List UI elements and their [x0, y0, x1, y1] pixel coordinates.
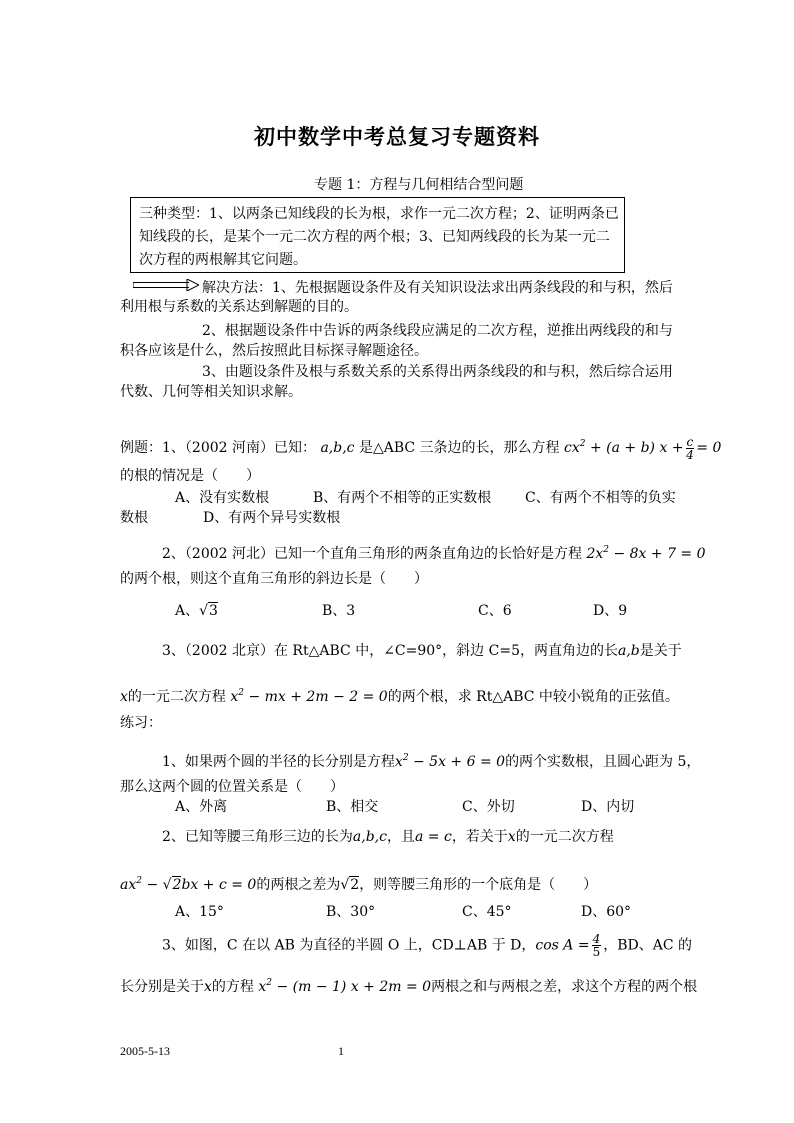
example-1-line-4: 数根	[120, 510, 148, 526]
types-box	[130, 197, 625, 273]
example-2-option-d: D、9	[593, 603, 628, 619]
practice-2-line-1: 2、已知等腰三角形三边的长为a,b,c，且a = c，若关于x的一元二次方程	[162, 829, 614, 845]
example-3-line-1: 3、（2002 北京）在 Rt△ABC 中，∠C=90°，斜边 C=5，两直角边的长a,b是关于	[162, 643, 682, 659]
method-line-2: 利用根与系数的关系达到解题的目的。	[120, 299, 358, 315]
practice-1-option-c: C、外切	[462, 799, 515, 815]
example-1-vars: a,b,c	[320, 440, 355, 456]
practice-label: 练习：	[120, 715, 162, 731]
practice-1-equation: $x^2 - 5x + 6 = 0$	[394, 753, 506, 770]
arrow-right-icon	[133, 279, 199, 291]
example-2-option-c: C、6	[478, 603, 512, 619]
example-1-line-1: 例题：1、（2002 河南）已知： a,b,c 是△ABC 三条边的长，那么方程 $cx^2 + (a + b) x$ + $\frac{c}{4}$ = 0	[120, 434, 722, 462]
method-line-6: 代数、几何等相关知识求解。	[120, 384, 302, 400]
method-line-5: 3、由题设条件及根与系数关系的关系得出两条线段的和与积，然后综合运用	[202, 364, 673, 380]
practice-3-equation: $x^2 - (m - 1) x + 2m = 0$	[258, 978, 432, 995]
example-2-line-2: 的两个根，则这个直角三角形的斜边长是（ ）	[120, 571, 428, 587]
example-3-line-2: x的一元二次方程 $x^2$ − mx + 2m − 2 = 0的两个根，求 Rt△ABC 中较小锐角的正弦值。	[120, 688, 679, 705]
practice-2-option-d: D、60°	[581, 904, 632, 920]
practice-1-line-2: 那么这两个圆的位置关系是（ ）	[120, 779, 344, 795]
example-3-equation: $x^2$ − mx + 2m − 2 = 0	[230, 688, 388, 705]
page-title: 初中数学中考总复习专题资料	[254, 124, 540, 149]
practice-3-fraction: $\frac{4}{5}$	[592, 932, 601, 959]
method-line-1: 解决方法：1、先根据题设条件及有关知识设法求出两条线段的和与积，然后	[202, 280, 673, 296]
footer-page-number: 1	[338, 1044, 344, 1058]
types-line-3: 次方程的两根解其它问题。	[139, 252, 307, 268]
example-2-equation: $2x^2 - 8x + 7 = 0$	[586, 545, 706, 562]
example-1-option-c: C、有两个不相等的负实	[525, 490, 676, 506]
practice-3-line-1: 3、如图，C 在以 AB 为直径的半圆 O 上，CD⊥AB 于 D，cos A = $\frac{4}{5}$ ，BD、AC 的	[162, 932, 693, 959]
page-subtitle: 专题 1：方程与几何相结合型问题	[314, 177, 524, 193]
practice-2-option-a: A、15°	[175, 904, 224, 920]
example-1-option-a: A、没有实数根	[175, 490, 270, 506]
practice-2-option-b: B、30°	[326, 904, 376, 920]
footer-date: 2005-5-13	[120, 1044, 170, 1058]
method-line-4: 积各应该是什么，然后按照此目标探寻解题途径。	[120, 343, 428, 359]
types-line-1: 三种类型：1、以两条已知线段的长为根，求作一元二次方程；2、证明两条已	[139, 206, 619, 222]
method-line-3: 2、根据题设条件中告诉的两条线段应满足的二次方程，逆推出两线段的和与	[202, 323, 673, 339]
example-1-line-2: 的根的情况是（ ）	[120, 468, 260, 484]
practice-2-line-2: $ax^2 - √2bx + c = 0$的两根之差为√2，则等腰三角形的一个底角是（ ）	[120, 876, 598, 893]
practice-2-equation: $ax^2 - √2bx + c = 0$	[120, 876, 257, 893]
practice-1-option-a: A、外离	[175, 799, 228, 815]
example-2-option-b: B、3	[322, 603, 356, 619]
practice-2-option-c: C、45°	[462, 904, 512, 920]
example-1-option-b: B、有两个不相等的正实数根	[313, 490, 492, 506]
practice-1-option-b: B、相交	[326, 799, 379, 815]
example-2-option-a: A、√3	[175, 603, 218, 619]
practice-1-option-d: D、内切	[581, 799, 635, 815]
example-1-option-d: D、有两个异号实数根	[203, 510, 341, 526]
example-1-equation: $cx^2 + (a + b) x$ + $\frac{c}{4}$ = 0	[564, 434, 722, 462]
practice-3-line-2: 长分别是关于x的方程 $x^2 - (m - 1) x + 2m = 0$两根之和与两根之差，求这个方程的两个根	[120, 978, 698, 995]
types-line-2: 知线段的长，是某个一元二次方程的两个根；3、已知两线段的长为某一元二	[139, 229, 610, 245]
example-2-line-1: 2、（2002 河北）已知一个直角三角形的两条直角边的长恰好是方程 $2x^2 - 8x + 7 = 0$	[162, 545, 706, 562]
practice-1-line-1: 1、如果两个圆的半径的长分别是方程$x^2 - 5x + 6 = 0$的两个实数根，且圆心距为 5，	[162, 753, 701, 770]
